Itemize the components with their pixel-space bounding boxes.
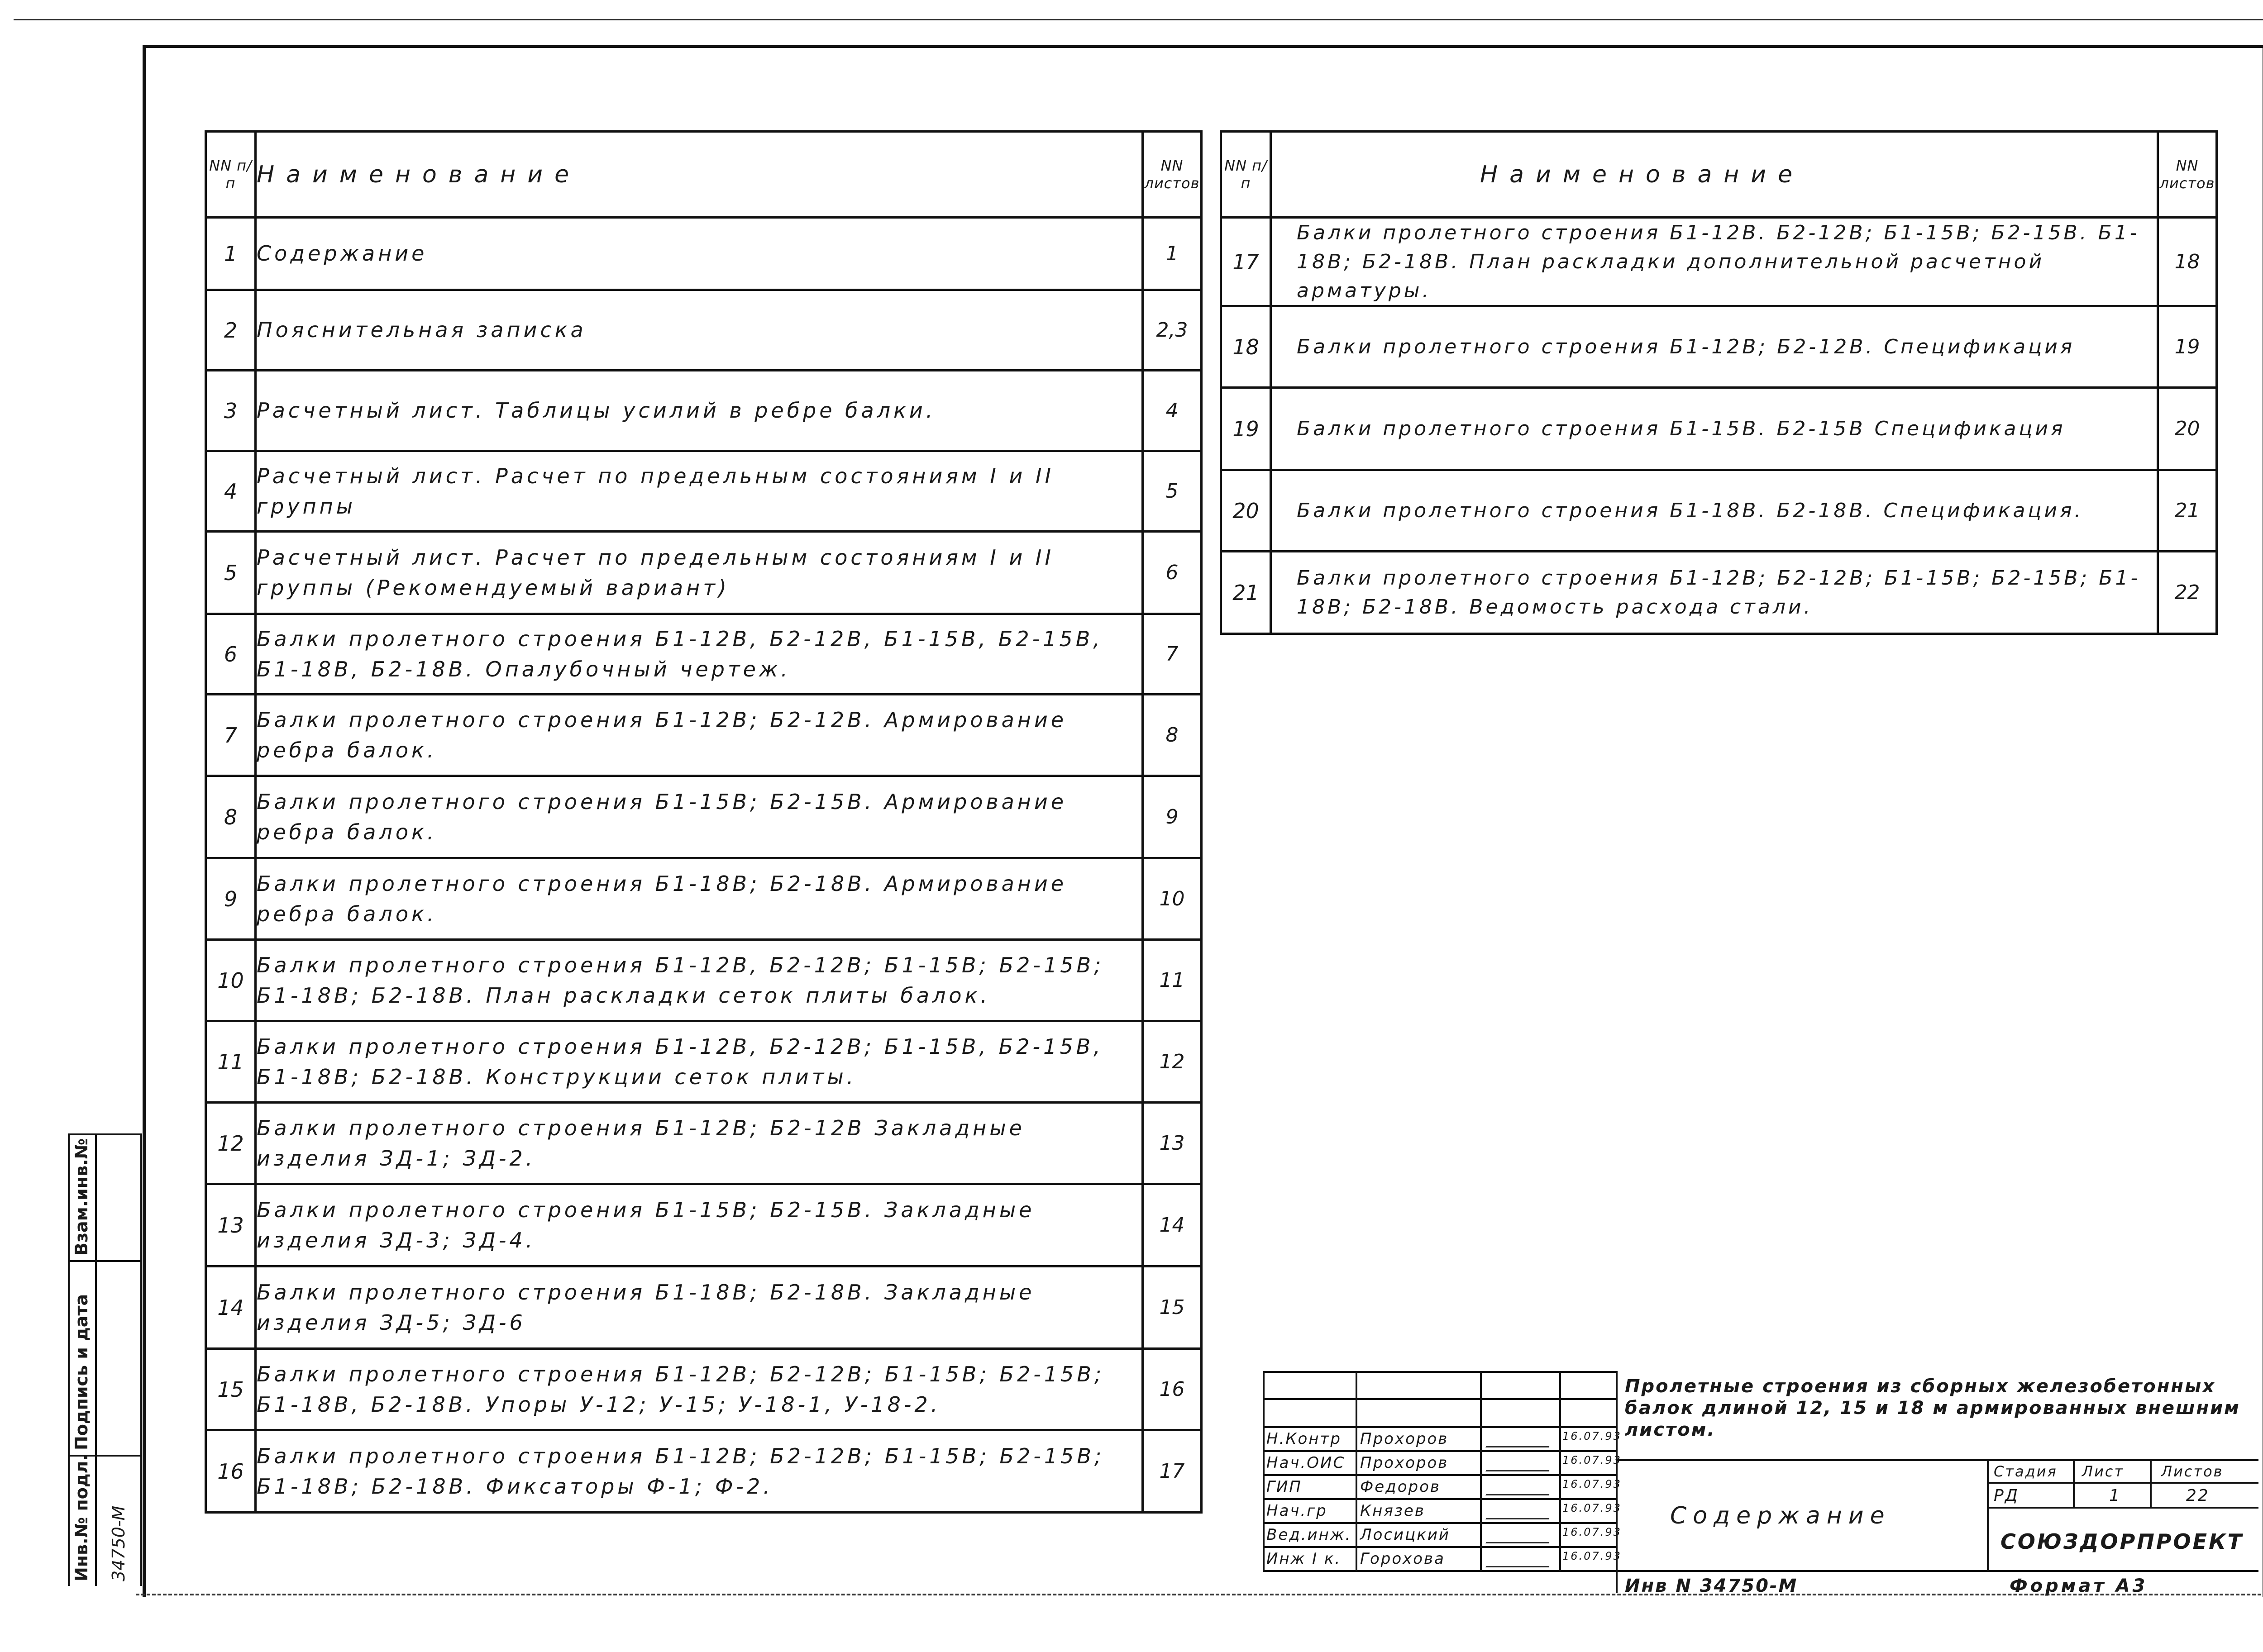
row-number: 13 <box>206 1184 256 1266</box>
row-sheet: 18 <box>2158 218 2217 306</box>
header-sheets: NN листов <box>1143 132 1202 218</box>
row-name: Расчетный лист. Расчет по предельным состояниям I и II группы <box>256 451 1143 532</box>
table-row <box>206 1184 1202 1266</box>
signatory-name: Горохова <box>1360 1550 1445 1568</box>
table-row <box>206 451 1202 532</box>
row-sheet: 4 <box>1143 371 1202 451</box>
row-name: Балки пролетного строения Б1-12В; Б2-12В; Б1-15В; Б2-15В; Б1-18В; Б2-18В. Фиксаторы Ф-1; Ф-2. <box>256 1430 1143 1513</box>
row-sheet: 9 <box>1143 776 1202 858</box>
signatory-role: Вед.инж. <box>1266 1526 1352 1544</box>
row-sheet: 11 <box>1143 940 1202 1021</box>
row-number: 5 <box>206 532 256 614</box>
row-sheet: 8 <box>1143 695 1202 776</box>
sheets-label: Листов <box>2161 1463 2224 1480</box>
row-number: 19 <box>1221 388 1271 470</box>
row-number: 17 <box>1221 218 1271 306</box>
signature-mark <box>1485 1524 1556 1543</box>
top-border-line <box>14 19 2263 20</box>
bottom-trim-line <box>136 1594 2263 1595</box>
row-name: Балки пролетного строения Б1-12В; Б2-12В; Б1-15В; Б2-15В; Б1-18В, Б2-18В. Упоры У-12; У-15; У-18-1, У-18-2. <box>256 1349 1143 1430</box>
row-name: Балки пролетного строения Б1-15В. Б2-15В Спецификация <box>1271 388 2158 470</box>
row-name: Расчетный лист. Таблицы усилий в ребре балки. <box>256 371 1143 451</box>
header-sheets: NN листов <box>2158 132 2217 218</box>
row-name: Балки пролетного строения Б1-18В; Б2-18В. Закладные изделия ЗД-5; ЗД-6 <box>256 1266 1143 1349</box>
signature-date-label: Подпись и дата <box>72 1294 91 1450</box>
row-name: Балки пролетного строения Б1-15В; Б2-15В. Армирование ребра балок. <box>256 776 1143 858</box>
vzam-inv-label: Взам.инв.№ <box>72 1138 91 1256</box>
inv-podl-value: 34750-М <box>109 1505 129 1581</box>
row-name: Содержание <box>256 218 1143 290</box>
header-num: NN п/п <box>1221 132 1271 218</box>
signatory-date: 16.07.93 <box>1562 1526 1622 1538</box>
table-row <box>1221 552 2217 634</box>
organization-name: СОЮЗДОРПРОЕКТ <box>2000 1529 2244 1554</box>
signature-mark <box>1485 1548 1556 1567</box>
row-number: 15 <box>206 1349 256 1430</box>
row-name: Балки пролетного строения Б1-15В; Б2-15В. Закладные изделия ЗД-3; ЗД-4. <box>256 1184 1143 1266</box>
signatory-role: Н.Контр <box>1266 1430 1342 1448</box>
table-row <box>206 695 1202 776</box>
title-block <box>1263 1371 2258 1596</box>
sheet-title: Содержание <box>1670 1502 1891 1529</box>
table-row <box>206 532 1202 614</box>
signatory-name: Федоров <box>1360 1478 1441 1496</box>
row-name: Балки пролетного строения Б1-12В. Б2-12В; Б1-15В; Б2-15В. Б1-18В; Б2-18В. План раскладки дополнительной расчетной арматуры. <box>1271 218 2158 306</box>
row-name: Балки пролетного строения Б1-12В; Б2-12В Закладные изделия ЗД-1; ЗД-2. <box>256 1103 1143 1184</box>
signature-mark <box>1485 1428 1556 1447</box>
row-number: 6 <box>206 614 256 695</box>
row-number: 12 <box>206 1103 256 1184</box>
signatory-date: 16.07.93 <box>1562 1454 1622 1466</box>
stage-value: РД <box>1994 1486 2019 1505</box>
row-name: Балки пролетного строения Б1-12В; Б2-12В. Армирование ребра балок. <box>256 695 1143 776</box>
row-number: 2 <box>206 290 256 371</box>
row-sheet: 12 <box>1143 1021 1202 1103</box>
inv-podl-label: Инв.№ подл. <box>72 1454 91 1581</box>
row-name: Балки пролетного строения Б1-12В, Б2-12В, Б1-15В, Б2-15В, Б1-18В, Б2-18В. Опалубочный чертеж. <box>256 614 1143 695</box>
row-sheet: 13 <box>1143 1103 1202 1184</box>
row-number: 3 <box>206 371 256 451</box>
row-number: 20 <box>1221 470 1271 552</box>
row-number: 9 <box>206 858 256 940</box>
table-row <box>206 1021 1202 1103</box>
row-sheet: 22 <box>2158 552 2217 634</box>
row-sheet: 15 <box>1143 1266 1202 1349</box>
project-title: Пролетные строения из сборных железобетонных балок длиной 12, 15 и 18 м армированных внешним листом. <box>1625 1376 2240 1440</box>
signatory-date: 16.07.93 <box>1562 1430 1622 1443</box>
row-number: 18 <box>1221 306 1271 388</box>
row-name: Расчетный лист. Расчет по предельным состояниям I и II группы (Рекомендуемый вариант) <box>256 532 1143 614</box>
table-header-row <box>1221 132 2217 218</box>
signatory-role: Инж I к. <box>1266 1550 1342 1568</box>
stage-label: Стадия <box>1994 1463 2058 1480</box>
table-row <box>206 218 1202 290</box>
row-sheet: 17 <box>1143 1430 1202 1513</box>
format-label: Формат А3 <box>2010 1576 2148 1596</box>
sheet-value: 1 <box>2109 1486 2121 1505</box>
row-sheet: 2,3 <box>1143 290 1202 371</box>
row-name: Пояснительная записка <box>256 290 1143 371</box>
row-name: Балки пролетного строения Б1-12В; Б2-12В; Б1-15В; Б2-15В; Б1-18В; Б2-18В. Ведомость расхода стали. <box>1271 552 2158 634</box>
row-number: 21 <box>1221 552 1271 634</box>
row-sheet: 16 <box>1143 1349 1202 1430</box>
table-row <box>206 290 1202 371</box>
signatory-role: ГИП <box>1266 1478 1302 1496</box>
signatory-date: 16.07.93 <box>1562 1550 1622 1562</box>
signature-mark <box>1485 1452 1556 1471</box>
table-row <box>206 371 1202 451</box>
row-number: 8 <box>206 776 256 858</box>
contents-table-right <box>1220 130 2218 635</box>
signatory-date: 16.07.93 <box>1562 1502 1622 1514</box>
header-name: Наименование <box>1271 132 2158 218</box>
signatory-date: 16.07.93 <box>1562 1478 1622 1490</box>
row-name: Балки пролетного строения Б1-12В, Б2-12В; Б1-15В; Б2-15В; Б1-18В; Б2-18В. План раскладки сеток плиты балок. <box>256 940 1143 1021</box>
row-number: 1 <box>206 218 256 290</box>
signatory-role: Нач.ОИС <box>1266 1454 1346 1472</box>
row-sheet: 14 <box>1143 1184 1202 1266</box>
row-sheet: 21 <box>2158 470 2217 552</box>
row-number: 16 <box>206 1430 256 1513</box>
row-sheet: 7 <box>1143 614 1202 695</box>
signatory-name: Прохоров <box>1360 1430 1449 1448</box>
row-sheet: 1 <box>1143 218 1202 290</box>
table-row <box>206 1266 1202 1349</box>
table-row <box>206 776 1202 858</box>
contents-table-left <box>205 130 1203 1514</box>
inventory-number: Инв N 34750-М <box>1625 1576 1798 1596</box>
sheets-value: 22 <box>2186 1486 2210 1505</box>
row-name: Балки пролетного строения Б1-12В; Б2-12В. Спецификация <box>1271 306 2158 388</box>
table-row <box>206 1430 1202 1513</box>
table-row <box>1221 218 2217 306</box>
signature-mark <box>1485 1476 1556 1495</box>
row-sheet: 10 <box>1143 858 1202 940</box>
row-number: 11 <box>206 1021 256 1103</box>
row-number: 14 <box>206 1266 256 1349</box>
table-row <box>206 858 1202 940</box>
table-header-row <box>206 132 1202 218</box>
signatory-name: Князев <box>1360 1502 1425 1520</box>
signatory-role: Нач.гр <box>1266 1502 1327 1520</box>
row-number: 7 <box>206 695 256 776</box>
sheet-label: Лист <box>2082 1463 2125 1480</box>
row-number: 4 <box>206 451 256 532</box>
table-row <box>1221 388 2217 470</box>
signature-mark <box>1485 1500 1556 1519</box>
table-row <box>1221 306 2217 388</box>
row-sheet: 20 <box>2158 388 2217 470</box>
signatory-name: Прохоров <box>1360 1454 1449 1472</box>
side-stamp <box>68 1133 143 1586</box>
table-row <box>206 1349 1202 1430</box>
row-name: Балки пролетного строения Б1-18В; Б2-18В. Армирование ребра балок. <box>256 858 1143 940</box>
row-number: 10 <box>206 940 256 1021</box>
row-name: Балки пролетного строения Б1-12В, Б2-12В; Б1-15В, Б2-15В, Б1-18В; Б2-18В. Конструкции сеток плиты. <box>256 1021 1143 1103</box>
table-row <box>206 940 1202 1021</box>
row-sheet: 6 <box>1143 532 1202 614</box>
table-row <box>206 1103 1202 1184</box>
header-num: NN п/п <box>206 132 256 218</box>
row-sheet: 5 <box>1143 451 1202 532</box>
row-sheet: 19 <box>2158 306 2217 388</box>
table-row <box>206 614 1202 695</box>
row-name: Балки пролетного строения Б1-18В. Б2-18В. Спецификация. <box>1271 470 2158 552</box>
signatory-name: Лосицкий <box>1360 1526 1451 1544</box>
header-name: Наименование <box>256 132 1143 218</box>
table-row <box>1221 470 2217 552</box>
